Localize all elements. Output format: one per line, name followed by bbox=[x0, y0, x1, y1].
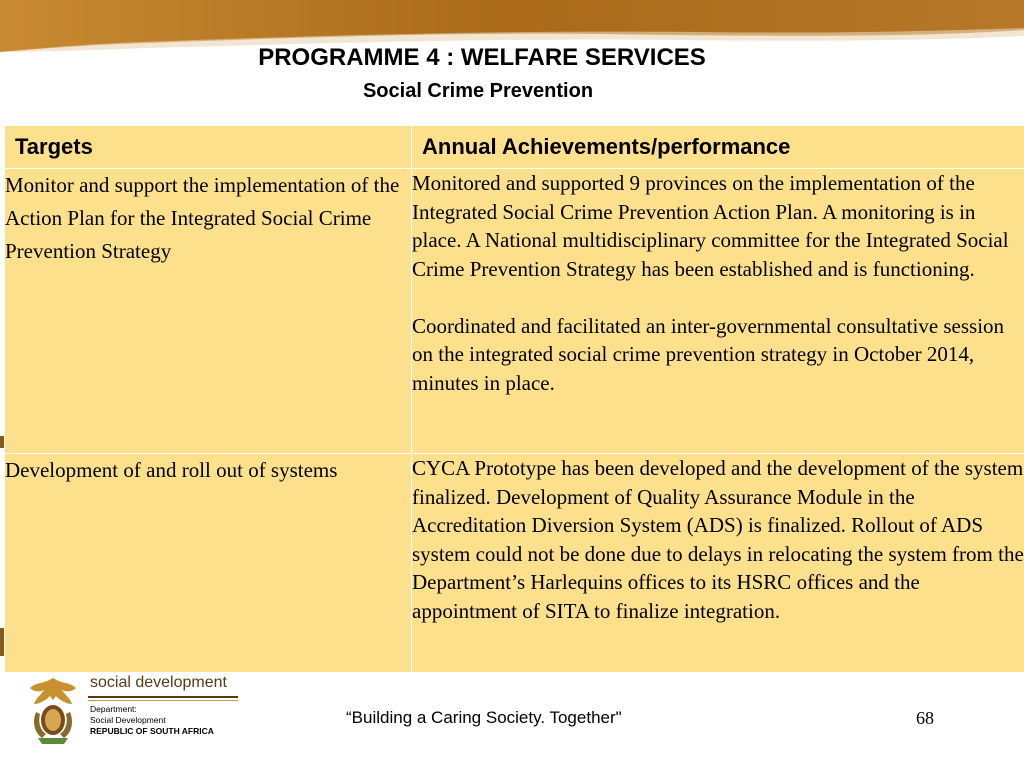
achievement-paragraph: Monitored and supported 9 provinces on the implementation of the Integrated Social Crime Prevention Action Plan. A monitoring is in place. A National multidisciplinary committee for the Integrated Social Crime Prevention Strategy has been established and is functioning. bbox=[412, 171, 1009, 281]
logo-country: REPUBLIC OF SOUTH AFRICA bbox=[90, 726, 214, 736]
targets-table bbox=[4, 125, 1024, 673]
target-cell: Development of and roll out of systems bbox=[5, 454, 412, 673]
department-logo bbox=[20, 672, 240, 752]
logo-rule bbox=[88, 696, 238, 698]
target-cell: Monitor and support the implementation of the Action Plan for the Integrated Social Crime Prevention Strategy bbox=[5, 169, 412, 454]
header-targets bbox=[5, 126, 412, 169]
header-targets-label: Targets bbox=[15, 134, 93, 159]
table-header-row bbox=[5, 126, 1024, 169]
achievement-cell bbox=[412, 169, 1024, 454]
coat-of-arms-icon bbox=[24, 674, 82, 746]
logo-name: social development bbox=[90, 674, 227, 691]
page-subtitle: Social Crime Prevention bbox=[362, 80, 594, 102]
table-row bbox=[5, 454, 1024, 673]
achievement-cell bbox=[412, 454, 1024, 673]
header-achievements-label: Annual Achievements/performance bbox=[422, 134, 791, 159]
page-number: 68 bbox=[916, 708, 934, 728]
logo-rule-accent bbox=[88, 700, 238, 701]
table-row bbox=[5, 169, 1024, 454]
footer-slogan: “Building a Caring Society. Together" bbox=[346, 708, 622, 727]
logo-department-name: Social Development bbox=[90, 715, 166, 725]
achievement-paragraph: CYCA Prototype has been developed and the development of the system finalized. Development of Quality Assurance Module in the Accreditation Diversion System (ADS) is finalized. Rollout of ADS system could not be done due to delays in relocating the system from the Department’s Harlequins offices to its HSRC offices and the appointment of SITA to finalize integration. bbox=[412, 456, 1024, 623]
achievement-paragraph: Coordinated and facilitated an inter-governmental consultative session on the integrated social crime prevention strategy in October 2014, minutes in place. bbox=[412, 313, 1005, 395]
page-title: PROGRAMME 4 : WELFARE SERVICES bbox=[258, 44, 706, 71]
logo-department-label: Department: bbox=[90, 704, 137, 714]
header-achievements bbox=[412, 126, 1024, 169]
